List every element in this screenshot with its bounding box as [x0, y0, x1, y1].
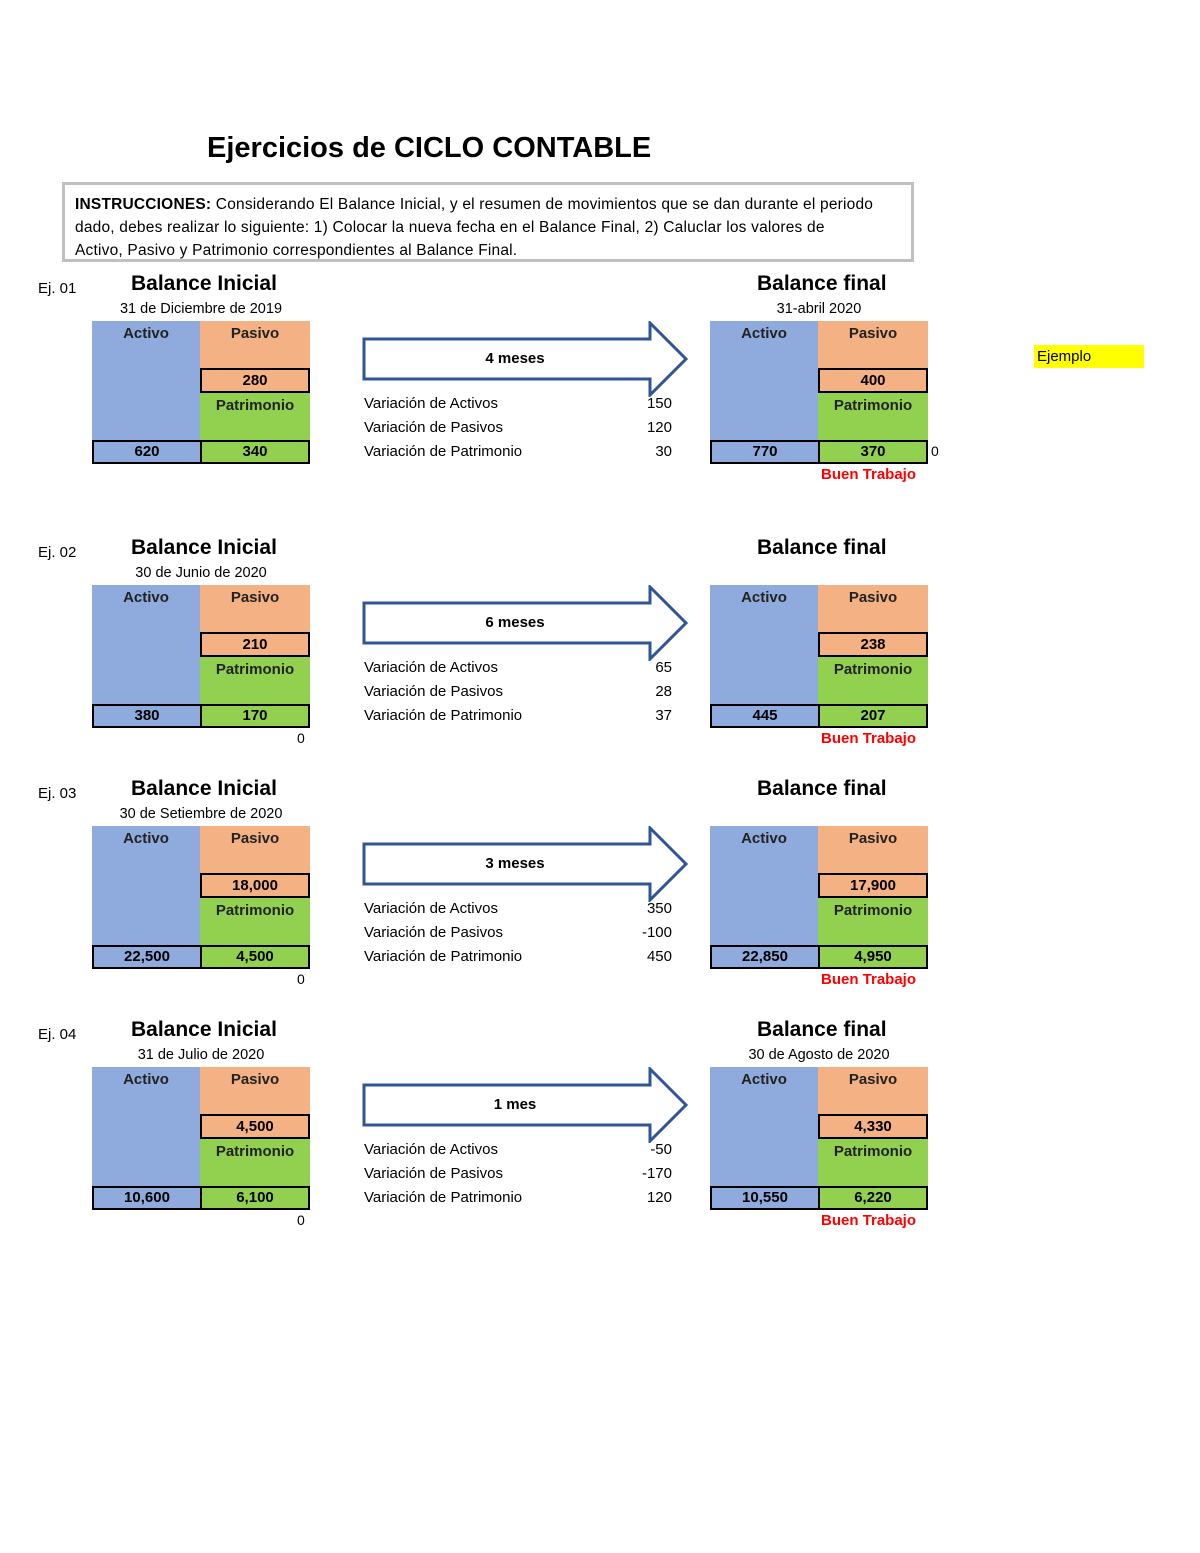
initial-date: 30 de Setiembre de 2020 — [119, 806, 283, 822]
buen-trabajo-message: Buen Trabajo — [820, 971, 917, 988]
activo-value-input[interactable]: 770 — [710, 440, 820, 464]
activo-header: Activo — [710, 1067, 818, 1186]
patrimonio-header: Patrimonio — [818, 657, 928, 704]
instructions-line-2: dado, debes realizar lo siguiente: 1) Colocar la nueva fecha en el Balance Final, 2) Caluclar los valores de — [75, 219, 825, 236]
instructions-box — [62, 182, 914, 262]
activo-value: 10,600 — [92, 1186, 202, 1210]
pasivo-header: Pasivo — [818, 585, 928, 632]
activo-value-input[interactable]: 10,550 — [710, 1186, 820, 1210]
exercise-01 — [0, 272, 1200, 512]
var-pasivos-label: Variación de Pasivos — [364, 683, 503, 700]
final-date[interactable]: 31-abril 2020 — [776, 301, 862, 317]
balance-final-block — [710, 826, 928, 969]
check-initial-value: 0 — [297, 1212, 305, 1228]
var-pasivos-value: -170 — [641, 1165, 672, 1182]
pasivo-value: 4,500 — [200, 1114, 310, 1139]
var-patrimonio-value: 30 — [655, 443, 672, 460]
var-pasivos-value: 28 — [655, 683, 672, 700]
patrimonio-header: Patrimonio — [818, 1139, 928, 1186]
patrimonio-value: 170 — [200, 704, 310, 728]
pasivo-value: 210 — [200, 632, 310, 657]
activo-value: 380 — [92, 704, 202, 728]
var-patrimonio-value: 37 — [655, 707, 672, 724]
var-activos-value: 150 — [646, 395, 672, 412]
exercise-label: Ej. 04 — [38, 1026, 77, 1043]
pasivo-value-input[interactable]: 238 — [818, 632, 928, 657]
period-label: 6 meses — [485, 614, 545, 631]
pasivo-value: 18,000 — [200, 873, 310, 898]
var-patrimonio-value: 120 — [646, 1189, 672, 1206]
patrimonio-header: Patrimonio — [818, 393, 928, 440]
period-label: 4 meses — [485, 350, 545, 367]
activo-header: Activo — [710, 585, 818, 704]
exercise-03 — [0, 777, 1200, 1017]
patrimonio-value-input[interactable]: 370 — [818, 440, 928, 464]
balance-final-block — [710, 1067, 928, 1210]
exercise-label: Ej. 01 — [38, 280, 77, 297]
balance-inicial-title: Balance Inicial — [131, 1018, 277, 1041]
balance-final-title: Balance final — [757, 1018, 887, 1041]
period-label: 3 meses — [485, 855, 545, 872]
exercise-label: Ej. 02 — [38, 544, 77, 561]
activo-header: Activo — [710, 826, 818, 945]
var-patrimonio-value: 450 — [646, 948, 672, 965]
patrimonio-value-input[interactable]: 4,950 — [818, 945, 928, 969]
final-date[interactable]: 30 de Agosto de 2020 — [748, 1047, 890, 1063]
pasivo-header: Pasivo — [818, 1067, 928, 1114]
check-initial-value: 0 — [297, 971, 305, 987]
exercise-02 — [0, 536, 1200, 776]
var-activos-value: 65 — [655, 659, 672, 676]
balance-inicial-title: Balance Inicial — [131, 272, 277, 295]
var-patrimonio-label: Variación de Patrimonio — [364, 948, 523, 965]
activo-value: 22,500 — [92, 945, 202, 969]
patrimonio-header: Patrimonio — [200, 657, 310, 704]
patrimonio-value: 340 — [200, 440, 310, 464]
activo-header: Activo — [92, 321, 200, 440]
var-pasivos-value: -100 — [641, 924, 672, 941]
initial-date: 31 de Diciembre de 2019 — [119, 301, 283, 317]
patrimonio-value-input[interactable]: 207 — [818, 704, 928, 728]
check-initial-value: 0 — [297, 730, 305, 746]
balance-inicial-block — [92, 826, 310, 969]
exercise-label: Ej. 03 — [38, 785, 77, 802]
var-patrimonio-label: Variación de Patrimonio — [364, 707, 523, 724]
balance-final-title: Balance final — [757, 272, 887, 295]
exercise-04 — [0, 1018, 1200, 1258]
pasivo-header: Pasivo — [200, 585, 310, 632]
var-patrimonio-label: Variación de Patrimonio — [364, 1189, 523, 1206]
patrimonio-value: 4,500 — [200, 945, 310, 969]
balance-final-title: Balance final — [757, 777, 887, 800]
activo-header: Activo — [92, 585, 200, 704]
var-pasivos-label: Variación de Pasivos — [364, 1165, 503, 1182]
patrimonio-header: Patrimonio — [200, 393, 310, 440]
var-activos-value: -50 — [650, 1141, 672, 1158]
instructions-label: INSTRUCCIONES: — [75, 196, 212, 213]
patrimonio-header: Patrimonio — [200, 898, 310, 945]
activo-value-input[interactable]: 22,850 — [710, 945, 820, 969]
pasivo-value-input[interactable]: 4,330 — [818, 1114, 928, 1139]
check-final-value: 0 — [931, 443, 939, 459]
balance-inicial-block — [92, 321, 310, 464]
buen-trabajo-message: Buen Trabajo — [820, 466, 917, 483]
instructions-text-1: Considerando El Balance Inicial, y el resumen de movimientos que se dan durante el periodo — [215, 196, 874, 213]
pasivo-header: Pasivo — [818, 826, 928, 873]
activo-header: Activo — [92, 826, 200, 945]
pasivo-value-input[interactable]: 400 — [818, 368, 928, 393]
buen-trabajo-message: Buen Trabajo — [820, 730, 917, 747]
balance-final-title: Balance final — [757, 536, 887, 559]
var-activos-label: Variación de Activos — [364, 1141, 498, 1158]
var-activos-label: Variación de Activos — [364, 900, 498, 917]
balance-inicial-block — [92, 1067, 310, 1210]
initial-date: 31 de Julio de 2020 — [137, 1047, 265, 1063]
var-patrimonio-label: Variación de Patrimonio — [364, 443, 523, 460]
balance-inicial-block — [92, 585, 310, 728]
balance-inicial-title: Balance Inicial — [131, 777, 277, 800]
balance-final-block — [710, 585, 928, 728]
patrimonio-value-input[interactable]: 6,220 — [818, 1186, 928, 1210]
pasivo-header: Pasivo — [200, 1067, 310, 1114]
pasivo-value-input[interactable]: 17,900 — [818, 873, 928, 898]
instructions-line-1 — [75, 193, 911, 216]
instructions-line-3: Activo, Pasivo y Patrimonio correspondientes al Balance Final. — [75, 242, 518, 259]
period-label: 1 mes — [493, 1096, 537, 1113]
initial-date: 30 de Junio de 2020 — [135, 565, 267, 581]
var-pasivos-label: Variación de Pasivos — [364, 924, 503, 941]
pasivo-header: Pasivo — [818, 321, 928, 368]
activo-value-input[interactable]: 445 — [710, 704, 820, 728]
var-activos-label: Variación de Activos — [364, 395, 498, 412]
var-activos-label: Variación de Activos — [364, 659, 498, 676]
var-activos-value: 350 — [646, 900, 672, 917]
pasivo-value: 280 — [200, 368, 310, 393]
pasivo-header: Pasivo — [200, 826, 310, 873]
balance-inicial-title: Balance Inicial — [131, 536, 277, 559]
balance-final-block — [710, 321, 928, 464]
var-pasivos-label: Variación de Pasivos — [364, 419, 503, 436]
pasivo-header: Pasivo — [200, 321, 310, 368]
activo-header: Activo — [92, 1067, 200, 1186]
activo-value: 620 — [92, 440, 202, 464]
activo-header: Activo — [710, 321, 818, 440]
buen-trabajo-message: Buen Trabajo — [820, 1212, 917, 1229]
patrimonio-header: Patrimonio — [818, 898, 928, 945]
patrimonio-value: 6,100 — [200, 1186, 310, 1210]
ejemplo-cell[interactable]: Ejemplo — [1034, 345, 1144, 368]
var-pasivos-value: 120 — [646, 419, 672, 436]
page-title: Ejercicios de CICLO CONTABLE — [207, 132, 652, 164]
patrimonio-header: Patrimonio — [200, 1139, 310, 1186]
